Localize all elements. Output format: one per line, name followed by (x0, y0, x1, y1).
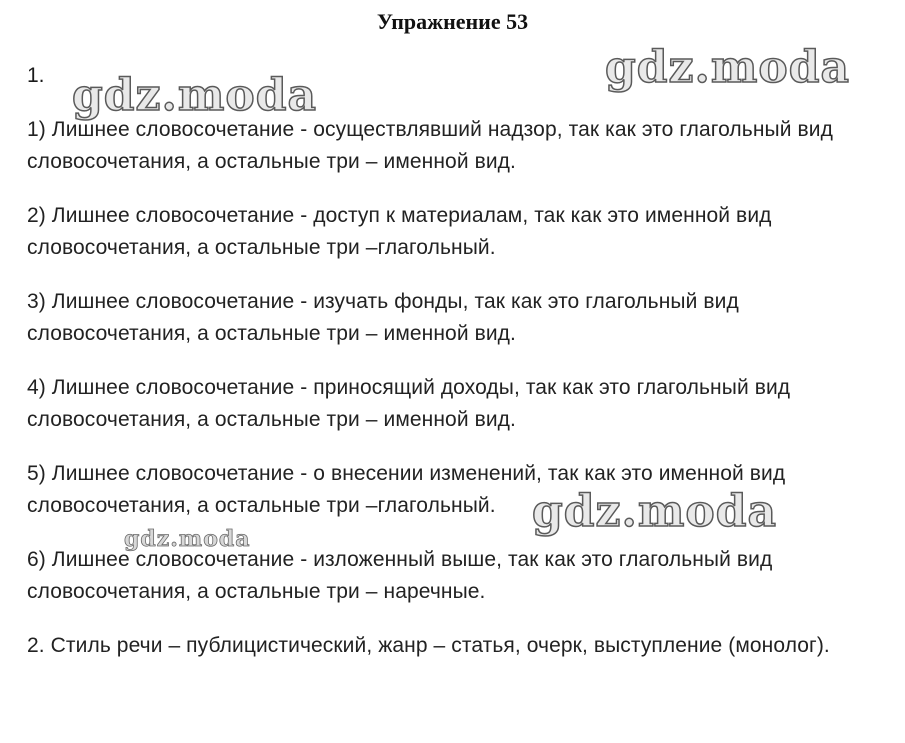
answer-paragraph-4: 4) Лишнее словосочетание - приносящий доходы, так как это глагольный вид словосочетания, а остальные три – именной вид. (27, 376, 791, 431)
answer-paragraph-style: 2. Стиль речи – публицистический, жанр – статья, очерк, выступление (монолог). (27, 634, 830, 657)
answer-paragraph-6: 6) Лишнее словосочетание - изложенный выше, так как это глагольный вид словосочетания, а остальные три – наречные. (27, 548, 773, 603)
exercise-title: Упражнение 53 (376, 9, 529, 34)
watermark-logo: gdz.moda (605, 42, 851, 93)
watermark-logo: gdz.moda (124, 526, 251, 552)
item-number-1: 1. (27, 64, 45, 87)
answer-paragraph-5: 5) Лишнее словосочетание - о внесении изменений, так как это именной вид словосочетания, а остальные три –глагольный. (27, 462, 786, 517)
watermark-logo: gdz.moda (532, 486, 778, 537)
answer-paragraph-1: 1) Лишнее словосочетание - осуществлявший надзор, так как это глагольный вид словосочетания, а остальные три – именной вид. (27, 118, 833, 173)
answer-paragraph-2: 2) Лишнее словосочетание - доступ к материалам, так как это именной вид словосочетания, а остальные три –глагольный. (27, 204, 772, 259)
answer-paragraph-3: 3) Лишнее словосочетание - изучать фонды, так как это глагольный вид словосочетания, а остальные три – именной вид. (27, 290, 739, 345)
watermark-logo: gdz.moda (72, 70, 318, 121)
